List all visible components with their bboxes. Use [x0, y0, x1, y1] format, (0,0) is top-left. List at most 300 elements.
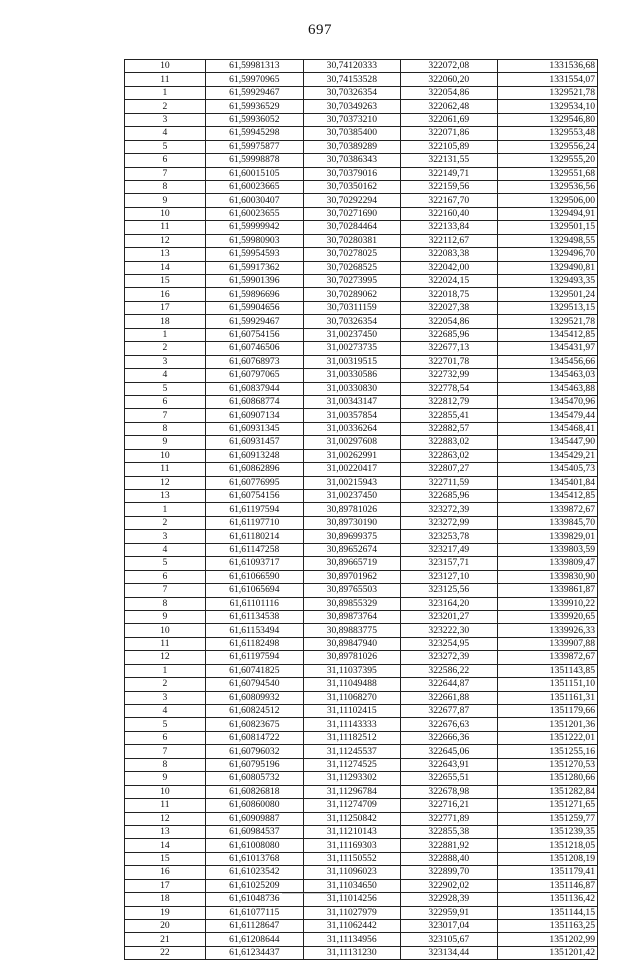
x-coordinate-cell: 322881,92: [400, 839, 497, 852]
table-row: [125, 275, 598, 288]
point-number-cell: 21: [125, 933, 206, 946]
point-number-cell: 8: [125, 758, 206, 771]
latitude-cell: 61,61025209: [205, 879, 303, 892]
longitude-cell: 30,89855329: [303, 597, 400, 610]
x-coordinate-cell: 322054,86: [400, 315, 497, 328]
point-number-cell: 11: [125, 637, 206, 650]
point-number-cell: 7: [125, 745, 206, 758]
latitude-cell: 61,61153494: [205, 624, 303, 637]
x-coordinate-cell: 322159,56: [400, 180, 497, 193]
x-coordinate-cell: 323253,78: [400, 530, 497, 543]
table-row: [125, 893, 598, 906]
y-coordinate-cell: 1351239,35: [497, 825, 597, 838]
x-coordinate-cell: 322042,00: [400, 261, 497, 274]
x-coordinate-cell: 322661,88: [400, 691, 497, 704]
x-coordinate-cell: 322902,02: [400, 879, 497, 892]
point-number-cell: 12: [125, 234, 206, 247]
longitude-cell: 31,11034650: [303, 879, 400, 892]
point-number-cell: 22: [125, 946, 206, 959]
longitude-cell: 30,70389289: [303, 140, 400, 153]
longitude-cell: 31,11143333: [303, 718, 400, 731]
latitude-cell: 61,60931345: [205, 422, 303, 435]
point-number-cell: 2: [125, 342, 206, 355]
x-coordinate-cell: 322160,40: [400, 207, 497, 220]
longitude-cell: 30,70284464: [303, 221, 400, 234]
longitude-cell: 31,11245537: [303, 745, 400, 758]
point-number-cell: 9: [125, 194, 206, 207]
y-coordinate-cell: 1351282,84: [497, 785, 597, 798]
x-coordinate-cell: 322732,99: [400, 369, 497, 382]
y-coordinate-cell: 1329521,78: [497, 86, 597, 99]
point-number-cell: 10: [125, 624, 206, 637]
point-number-cell: 11: [125, 799, 206, 812]
longitude-cell: 31,11062442: [303, 920, 400, 933]
point-number-cell: 13: [125, 825, 206, 838]
latitude-cell: 61,59999942: [205, 221, 303, 234]
y-coordinate-cell: 1339920,65: [497, 610, 597, 623]
table-row: [125, 382, 598, 395]
table-row: [125, 395, 598, 408]
x-coordinate-cell: 323157,71: [400, 557, 497, 570]
table-row: [125, 731, 598, 744]
y-coordinate-cell: 1329498,55: [497, 234, 597, 247]
latitude-cell: 61,59936529: [205, 100, 303, 113]
point-number-cell: 5: [125, 718, 206, 731]
x-coordinate-cell: 323134,44: [400, 946, 497, 959]
x-coordinate-cell: 322812,79: [400, 395, 497, 408]
x-coordinate-cell: 322685,96: [400, 328, 497, 341]
longitude-cell: 30,89781026: [303, 503, 400, 516]
x-coordinate-cell: 323125,56: [400, 584, 497, 597]
longitude-cell: 31,00262991: [303, 449, 400, 462]
x-coordinate-cell: 322959,91: [400, 906, 497, 919]
latitude-cell: 61,61134538: [205, 610, 303, 623]
point-number-cell: 1: [125, 503, 206, 516]
longitude-cell: 30,89665719: [303, 557, 400, 570]
point-number-cell: 3: [125, 113, 206, 126]
latitude-cell: 61,60015105: [205, 167, 303, 180]
table-row: [125, 60, 598, 73]
point-number-cell: 18: [125, 315, 206, 328]
latitude-cell: 61,60823675: [205, 718, 303, 731]
y-coordinate-cell: 1339907,88: [497, 637, 597, 650]
table-row: [125, 328, 598, 341]
table-row: [125, 745, 598, 758]
table-row: [125, 315, 598, 328]
table-row: [125, 637, 598, 650]
table-row: [125, 866, 598, 879]
x-coordinate-cell: 322678,98: [400, 785, 497, 798]
latitude-cell: 61,59980903: [205, 234, 303, 247]
x-coordinate-cell: 322778,54: [400, 382, 497, 395]
table-row: [125, 449, 598, 462]
y-coordinate-cell: 1329496,70: [497, 248, 597, 261]
longitude-cell: 30,70373210: [303, 113, 400, 126]
latitude-cell: 61,61128647: [205, 920, 303, 933]
table-row: [125, 221, 598, 234]
point-number-cell: 1: [125, 86, 206, 99]
latitude-cell: 61,60862896: [205, 463, 303, 476]
table-row: [125, 718, 598, 731]
longitude-cell: 30,70271690: [303, 207, 400, 220]
y-coordinate-cell: 1345405,73: [497, 463, 597, 476]
point-number-cell: 3: [125, 530, 206, 543]
y-coordinate-cell: 1345447,90: [497, 436, 597, 449]
table-row: [125, 920, 598, 933]
table-row: [125, 543, 598, 556]
point-number-cell: 10: [125, 449, 206, 462]
y-coordinate-cell: 1351136,42: [497, 893, 597, 906]
point-number-cell: 6: [125, 154, 206, 167]
latitude-cell: 61,60794540: [205, 678, 303, 691]
x-coordinate-cell: 322883,02: [400, 436, 497, 449]
x-coordinate-cell: 323222,30: [400, 624, 497, 637]
point-number-cell: 8: [125, 422, 206, 435]
point-number-cell: 9: [125, 436, 206, 449]
table-row: [125, 369, 598, 382]
longitude-cell: 31,00330830: [303, 382, 400, 395]
latitude-cell: 61,60776995: [205, 476, 303, 489]
point-number-cell: 1: [125, 664, 206, 677]
point-number-cell: 13: [125, 490, 206, 503]
point-number-cell: 10: [125, 207, 206, 220]
latitude-cell: 61,59998878: [205, 154, 303, 167]
x-coordinate-cell: 322060,20: [400, 73, 497, 86]
y-coordinate-cell: 1351280,66: [497, 772, 597, 785]
x-coordinate-cell: 323272,99: [400, 516, 497, 529]
y-coordinate-cell: 1345412,85: [497, 328, 597, 341]
x-coordinate-cell: 322716,21: [400, 799, 497, 812]
latitude-cell: 61,59945298: [205, 127, 303, 140]
table-row: [125, 570, 598, 583]
latitude-cell: 61,61197710: [205, 516, 303, 529]
x-coordinate-cell: 322131,55: [400, 154, 497, 167]
longitude-cell: 30,74120333: [303, 60, 400, 73]
table-row: [125, 678, 598, 691]
latitude-cell: 61,59936052: [205, 113, 303, 126]
y-coordinate-cell: 1339809,47: [497, 557, 597, 570]
y-coordinate-cell: 1351270,53: [497, 758, 597, 771]
point-number-cell: 2: [125, 516, 206, 529]
x-coordinate-cell: 323201,27: [400, 610, 497, 623]
y-coordinate-cell: 1339926,33: [497, 624, 597, 637]
y-coordinate-cell: 1345463,03: [497, 369, 597, 382]
point-number-cell: 20: [125, 920, 206, 933]
table-row: [125, 463, 598, 476]
y-coordinate-cell: 1339845,70: [497, 516, 597, 529]
point-number-cell: 4: [125, 543, 206, 556]
y-coordinate-cell: 1329493,35: [497, 275, 597, 288]
point-number-cell: 11: [125, 463, 206, 476]
latitude-cell: 61,59896696: [205, 288, 303, 301]
x-coordinate-cell: 322771,89: [400, 812, 497, 825]
table-row: [125, 906, 598, 919]
point-number-cell: 11: [125, 73, 206, 86]
table-row: [125, 557, 598, 570]
table-row: [125, 234, 598, 247]
longitude-cell: 30,70349263: [303, 100, 400, 113]
table-row: [125, 154, 598, 167]
y-coordinate-cell: 1351218,05: [497, 839, 597, 852]
point-number-cell: 5: [125, 382, 206, 395]
bottom-scan-mark: [282, 893, 342, 894]
table-row: [125, 167, 598, 180]
longitude-cell: 31,11150552: [303, 852, 400, 865]
x-coordinate-cell: 322586,22: [400, 664, 497, 677]
latitude-cell: 61,60030407: [205, 194, 303, 207]
y-coordinate-cell: 1345463,88: [497, 382, 597, 395]
point-number-cell: 7: [125, 409, 206, 422]
x-coordinate-cell: 322685,96: [400, 490, 497, 503]
point-number-cell: 2: [125, 100, 206, 113]
point-number-cell: 9: [125, 610, 206, 623]
table-row: [125, 100, 598, 113]
y-coordinate-cell: 1329555,20: [497, 154, 597, 167]
x-coordinate-cell: 322855,41: [400, 409, 497, 422]
latitude-cell: 61,61182498: [205, 637, 303, 650]
table-row: [125, 194, 598, 207]
longitude-cell: 30,89699375: [303, 530, 400, 543]
latitude-cell: 61,60754156: [205, 490, 303, 503]
longitude-cell: 30,89701962: [303, 570, 400, 583]
point-number-cell: 12: [125, 476, 206, 489]
longitude-cell: 31,00237450: [303, 328, 400, 341]
table-row: [125, 113, 598, 126]
longitude-cell: 31,00319515: [303, 355, 400, 368]
latitude-cell: 61,60984537: [205, 825, 303, 838]
table-row: [125, 879, 598, 892]
longitude-cell: 30,70268525: [303, 261, 400, 274]
y-coordinate-cell: 1331536,68: [497, 60, 597, 73]
longitude-cell: 30,89765503: [303, 584, 400, 597]
point-number-cell: 13: [125, 248, 206, 261]
y-coordinate-cell: 1351201,42: [497, 946, 597, 959]
point-number-cell: 1: [125, 328, 206, 341]
longitude-cell: 30,70326354: [303, 315, 400, 328]
latitude-cell: 61,61234437: [205, 946, 303, 959]
y-coordinate-cell: 1351222,01: [497, 731, 597, 744]
y-coordinate-cell: 1329490,81: [497, 261, 597, 274]
y-coordinate-cell: 1351146,87: [497, 879, 597, 892]
point-number-cell: 7: [125, 584, 206, 597]
table-row: [125, 140, 598, 153]
x-coordinate-cell: 322062,48: [400, 100, 497, 113]
y-coordinate-cell: 1329501,15: [497, 221, 597, 234]
longitude-cell: 30,89730190: [303, 516, 400, 529]
latitude-cell: 61,60768973: [205, 355, 303, 368]
table-row: [125, 772, 598, 785]
latitude-cell: 61,61093717: [205, 557, 303, 570]
point-number-cell: 12: [125, 812, 206, 825]
x-coordinate-cell: 322105,89: [400, 140, 497, 153]
y-coordinate-cell: 1339872,67: [497, 503, 597, 516]
y-coordinate-cell: 1339803,59: [497, 543, 597, 556]
x-coordinate-cell: 323254,95: [400, 637, 497, 650]
table-row: [125, 422, 598, 435]
longitude-cell: 31,00357854: [303, 409, 400, 422]
y-coordinate-cell: 1351151,10: [497, 678, 597, 691]
latitude-cell: 61,60837944: [205, 382, 303, 395]
x-coordinate-cell: 323164,20: [400, 597, 497, 610]
point-number-cell: 4: [125, 705, 206, 718]
table-row: [125, 301, 598, 314]
x-coordinate-cell: 322701,78: [400, 355, 497, 368]
table-row: [125, 516, 598, 529]
longitude-cell: 31,00273735: [303, 342, 400, 355]
point-number-cell: 9: [125, 772, 206, 785]
point-number-cell: 16: [125, 288, 206, 301]
x-coordinate-cell: 322072,08: [400, 60, 497, 73]
x-coordinate-cell: 322928,39: [400, 893, 497, 906]
longitude-cell: 31,00215943: [303, 476, 400, 489]
table-row: [125, 248, 598, 261]
table-row: [125, 288, 598, 301]
latitude-cell: 61,60023655: [205, 207, 303, 220]
longitude-cell: 31,00343147: [303, 395, 400, 408]
longitude-cell: 31,11049488: [303, 678, 400, 691]
y-coordinate-cell: 1351161,31: [497, 691, 597, 704]
table-row: [125, 73, 598, 86]
x-coordinate-cell: 323127,10: [400, 570, 497, 583]
point-number-cell: 6: [125, 731, 206, 744]
table-row: [125, 691, 598, 704]
x-coordinate-cell: 322167,70: [400, 194, 497, 207]
latitude-cell: 61,61077115: [205, 906, 303, 919]
longitude-cell: 30,70278025: [303, 248, 400, 261]
table-row: [125, 342, 598, 355]
latitude-cell: 61,61048736: [205, 893, 303, 906]
x-coordinate-cell: 322711,59: [400, 476, 497, 489]
x-coordinate-cell: 322149,71: [400, 167, 497, 180]
longitude-cell: 30,70292294: [303, 194, 400, 207]
latitude-cell: 61,61008080: [205, 839, 303, 852]
x-coordinate-cell: 323217,49: [400, 543, 497, 556]
table-row: [125, 409, 598, 422]
y-coordinate-cell: 1345412,85: [497, 490, 597, 503]
point-number-cell: 15: [125, 852, 206, 865]
y-coordinate-cell: 1345431,97: [497, 342, 597, 355]
x-coordinate-cell: 322112,67: [400, 234, 497, 247]
longitude-cell: 31,11250842: [303, 812, 400, 825]
table-row: [125, 933, 598, 946]
longitude-cell: 31,00220417: [303, 463, 400, 476]
latitude-cell: 61,60023665: [205, 180, 303, 193]
longitude-cell: 31,11274709: [303, 799, 400, 812]
point-number-cell: 5: [125, 557, 206, 570]
y-coordinate-cell: 1351144,15: [497, 906, 597, 919]
y-coordinate-cell: 1339861,87: [497, 584, 597, 597]
latitude-cell: 61,60797065: [205, 369, 303, 382]
table-row: [125, 584, 598, 597]
longitude-cell: 30,89873764: [303, 610, 400, 623]
y-coordinate-cell: 1329534,10: [497, 100, 597, 113]
point-number-cell: 3: [125, 691, 206, 704]
y-coordinate-cell: 1345468,41: [497, 422, 597, 435]
longitude-cell: 31,11296784: [303, 785, 400, 798]
latitude-cell: 61,60913248: [205, 449, 303, 462]
point-number-cell: 17: [125, 301, 206, 314]
y-coordinate-cell: 1329546,80: [497, 113, 597, 126]
latitude-cell: 61,60746506: [205, 342, 303, 355]
table-row: [125, 852, 598, 865]
latitude-cell: 61,59929467: [205, 86, 303, 99]
y-coordinate-cell: 1351255,16: [497, 745, 597, 758]
longitude-cell: 31,11182512: [303, 731, 400, 744]
longitude-cell: 31,11068270: [303, 691, 400, 704]
x-coordinate-cell: 322807,27: [400, 463, 497, 476]
point-number-cell: 10: [125, 785, 206, 798]
x-coordinate-cell: 322061,69: [400, 113, 497, 126]
x-coordinate-cell: 322855,38: [400, 825, 497, 838]
longitude-cell: 30,89652674: [303, 543, 400, 556]
latitude-cell: 61,60795196: [205, 758, 303, 771]
latitude-cell: 61,59917362: [205, 261, 303, 274]
y-coordinate-cell: 1329556,24: [497, 140, 597, 153]
x-coordinate-cell: 322083,38: [400, 248, 497, 261]
y-coordinate-cell: 1339872,67: [497, 651, 597, 664]
longitude-cell: 30,70326354: [303, 86, 400, 99]
y-coordinate-cell: 1351163,25: [497, 920, 597, 933]
longitude-cell: 30,70289062: [303, 288, 400, 301]
latitude-cell: 61,59904656: [205, 301, 303, 314]
x-coordinate-cell: 322071,86: [400, 127, 497, 140]
point-number-cell: 12: [125, 651, 206, 664]
x-coordinate-cell: 322133,84: [400, 221, 497, 234]
table-row: [125, 610, 598, 623]
longitude-cell: 30,70385400: [303, 127, 400, 140]
point-number-cell: 11: [125, 221, 206, 234]
longitude-cell: 31,11134956: [303, 933, 400, 946]
table-row: [125, 624, 598, 637]
point-number-cell: 14: [125, 839, 206, 852]
y-coordinate-cell: 1339830,90: [497, 570, 597, 583]
table-row: [125, 946, 598, 959]
latitude-cell: 61,60796032: [205, 745, 303, 758]
x-coordinate-cell: 322882,57: [400, 422, 497, 435]
longitude-cell: 31,00336264: [303, 422, 400, 435]
y-coordinate-cell: 1345429,21: [497, 449, 597, 462]
y-coordinate-cell: 1339910,22: [497, 597, 597, 610]
point-number-cell: 8: [125, 597, 206, 610]
table-row: [125, 86, 598, 99]
longitude-cell: 31,11131230: [303, 946, 400, 959]
point-number-cell: 17: [125, 879, 206, 892]
point-number-cell: 2: [125, 678, 206, 691]
y-coordinate-cell: 1351179,66: [497, 705, 597, 718]
longitude-cell: 30,70311159: [303, 301, 400, 314]
y-coordinate-cell: 1329501,24: [497, 288, 597, 301]
longitude-cell: 30,70386343: [303, 154, 400, 167]
longitude-cell: 31,11037395: [303, 664, 400, 677]
x-coordinate-cell: 322027,38: [400, 301, 497, 314]
latitude-cell: 61,61197594: [205, 503, 303, 516]
x-coordinate-cell: 322863,02: [400, 449, 497, 462]
longitude-cell: 30,70280381: [303, 234, 400, 247]
table-row: [125, 476, 598, 489]
x-coordinate-cell: 323272,39: [400, 503, 497, 516]
y-coordinate-cell: 1351271,65: [497, 799, 597, 812]
latitude-cell: 61,60805732: [205, 772, 303, 785]
y-coordinate-cell: 1351208,19: [497, 852, 597, 865]
x-coordinate-cell: 323017,04: [400, 920, 497, 933]
x-coordinate-cell: 322644,87: [400, 678, 497, 691]
latitude-cell: 61,61101116: [205, 597, 303, 610]
table-row: [125, 530, 598, 543]
y-coordinate-cell: 1329551,68: [497, 167, 597, 180]
latitude-cell: 61,61023542: [205, 866, 303, 879]
y-coordinate-cell: 1351259,77: [497, 812, 597, 825]
longitude-cell: 30,74153528: [303, 73, 400, 86]
